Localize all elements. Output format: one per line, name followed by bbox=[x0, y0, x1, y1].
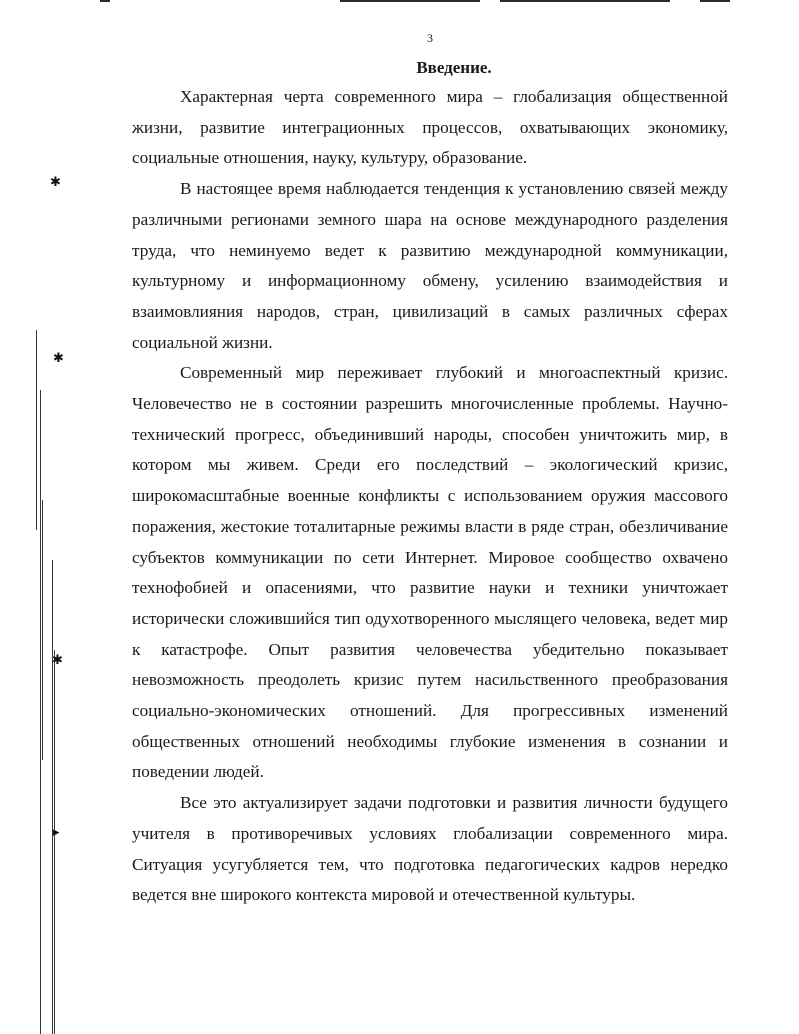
scan-edge-line bbox=[340, 0, 480, 2]
binding-punch-mark: ▸ bbox=[53, 825, 60, 840]
binding-edge-line bbox=[54, 650, 55, 1034]
binding-punch-mark: ✱ bbox=[52, 653, 63, 668]
binding-edge-line bbox=[36, 330, 37, 530]
paragraph-international-ties: В настоящее время наблюдается тенденция к установлению связей между различными регионами земного шара на основе международного разделения труда, что неминуемо ведет к развитию международной коммуникации, культурному и информационному обмену, усилению взаимодействия и взаимовлияния народов, стран, цивилизаций в самых различных сферах социальной жизни. bbox=[132, 179, 728, 352]
binding-edge-line bbox=[42, 500, 43, 760]
paragraph-crisis: Современный мир переживает глубокий и многоаспектный кризис. Человечество не в состоянии разрешить многочисленные проблемы. Научно-технический прогресс, объединивший народы, способен уничтожить мир, в котором мы живем. Среди его последствий – экологический кризис, широкомасштабные военные конфликты с использованием оружия массового поражения, жестокие тоталитарные режимы власти в ряде стран, обезличивание субъектов коммуникации по сети Интернет. Мировое сообщество охвачено технофобией и опасениями, что развитие науки и техники уничтожает исторически сложившийся тип одухотворенного мыслящего человека, ведет мир к катастрофе. Опыт развития человечества убедительно показывает невозможность преодолеть кризис путем насильственного преобразования социально-экономических отношений. Для прогрессивных изменений общественных отношений необходимы глубокие изменения в сознании и поведении людей. bbox=[132, 363, 728, 782]
page-title: Введение. bbox=[416, 58, 492, 77]
paragraph-teacher-training: Все это актуализирует задачи подготовки и развития личности будущего учителя в противоречивых условиях глобализации современного мира. Ситуация усугубляется тем, что подготовка педагогических кадров нередко ведется вне широкого контекста мировой и отечественной культуры. bbox=[132, 793, 728, 905]
scan-edge-line bbox=[100, 0, 110, 2]
scan-edge-line bbox=[500, 0, 670, 2]
binding-edge-line bbox=[40, 390, 41, 1034]
binding-punch-mark: ✱ bbox=[50, 175, 61, 190]
page-number: 3 bbox=[427, 31, 433, 45]
document-body bbox=[132, 82, 728, 911]
scan-edge-line bbox=[700, 0, 730, 2]
binding-punch-mark: ✱ bbox=[53, 351, 64, 366]
paragraph-globalization: Характерная черта современного мира – глобализация общественной жизни, развитие интеграционных процессов, охватывающих экономику, социальные отношения, науку, культуру, образование. bbox=[132, 87, 728, 168]
binding-edge-line bbox=[52, 560, 53, 1034]
